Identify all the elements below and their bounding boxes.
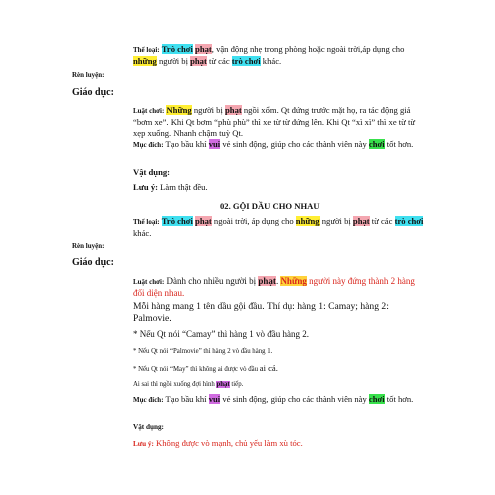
text-span: , vận động nhẹ trong phòng hoặc ngoài trời,áp dụng cho — [211, 44, 405, 54]
text-span: Tạo bầu khí — [163, 139, 209, 149]
penalty-paragraph — [133, 379, 428, 390]
highlight-nhung: những — [133, 56, 157, 66]
rule-palmovie: * Nếu Qt nói “Palmovie” thì hàng 2 vò đầu hàng 1. — [133, 348, 273, 355]
highlight-nhung: Những — [166, 105, 192, 115]
highlight-choi: chơi — [368, 139, 385, 149]
highlight-phat: phạt — [352, 216, 370, 226]
highlight-tro-choi: Trò chơi — [161, 216, 193, 226]
highlight-phat-purple: phạt — [216, 381, 230, 388]
ren-luyen-heading-1: Rèn luyện: — [72, 71, 105, 79]
vat-dung-heading-1: Vật dụng: — [133, 167, 171, 177]
ren-luyen-heading-2: Rèn luyện: — [72, 242, 105, 250]
section-title: 02. GỘI DẦU CHO NHAU — [220, 201, 320, 211]
text-span: tốt hơn. — [384, 394, 414, 404]
giao-duc-heading-1: Giáo dục: — [72, 87, 114, 98]
highlight-tro-choi: Trò chơi — [161, 44, 193, 54]
text-span: vẻ sinh động, giúp cho các thành viên này — [220, 394, 369, 404]
text-span: khác. — [133, 228, 152, 238]
highlight-nhung-red: Những — [280, 276, 307, 286]
rules-paragraph-1 — [133, 105, 428, 139]
vat-dung-heading-2: Vật dụng: — [133, 423, 164, 431]
highlight-phat: phạt — [195, 44, 212, 54]
rules-label: Luật chơi: — [133, 107, 165, 115]
note-paragraph-1 — [133, 182, 428, 193]
text-span: tốt hơn. — [384, 139, 414, 149]
highlight-tro-choi: trò chơi — [394, 216, 424, 226]
red-text-span: Không được vò mạnh, chủ yếu làm xù tóc. — [153, 438, 303, 448]
genre-label: Thể loại: — [133, 218, 160, 226]
highlight-phat: phạt — [195, 216, 212, 226]
rule-may — [133, 363, 428, 375]
highlight-tro-choi: trò chơi — [231, 56, 261, 66]
text-span: ai cả. — [259, 363, 278, 373]
highlight-vui: vui — [208, 139, 221, 149]
purpose-label: Mục đích: — [133, 396, 164, 404]
text-span: ngoài trời, áp dụng cho — [211, 216, 296, 226]
rule-camay: * Nếu Qt nói “Camay” thì hàng 1 vò đầu hàng 2. — [133, 329, 309, 339]
text-span: khác. — [260, 56, 282, 66]
text-span: vẻ sinh động, giúp cho các thành viên này — [220, 139, 369, 149]
text-span: Ai sai thì ngồi xuống đợi hình — [133, 381, 217, 388]
text-span: tiếp. — [229, 381, 244, 388]
note-paragraph-2 — [133, 438, 428, 450]
highlight-phat: phạt — [190, 56, 207, 66]
highlight-nhung: những — [295, 216, 320, 226]
text-span: * Nếu Qt nói “May” thì không ai được vò đầu — [133, 366, 260, 373]
text-span: Tạo bầu khí — [163, 394, 209, 404]
highlight-vui: vui — [208, 394, 221, 404]
highlight-phat: phạt — [225, 105, 242, 115]
note-label: Lưu ý: — [133, 182, 158, 192]
purpose-paragraph-2 — [133, 394, 428, 406]
giao-duc-heading-2: Giáo dục: — [72, 257, 114, 268]
purpose-label: Mục đích: — [133, 141, 164, 149]
note-label-red: Lưu ý: — [133, 440, 154, 448]
text-span: từ các — [369, 216, 395, 226]
text-span: Làm thật đều. — [157, 182, 208, 192]
text-span: ngồi xổm. Qt đứng trước mặt họ, ra tác động giả “bơm xe”. Khi Qt bơm “phù phù” thì xe từ từ đứng lên. Khi Qt “xì xì” thì xe từ từ xẹp xuống. Nhanh chậm tuỳ Qt. — [133, 105, 416, 138]
rules-paragraph-2 — [133, 276, 428, 299]
red-text-span: người này đứng thành 2 hàng đối diện nhau. — [133, 276, 415, 298]
genre-paragraph-2 — [133, 216, 428, 239]
rules-label: Luật chơi: — [133, 278, 165, 286]
instruction-paragraph: Mỗi hàng mang 1 tên dầu gội đầu. Thí dụ: hàng 1: Camay; hàng 2: Palmovie. — [133, 301, 389, 324]
text-span: người bị — [156, 56, 191, 66]
highlight-phat: phạt — [258, 276, 276, 286]
text-span: người bị — [191, 105, 226, 115]
text-span: . — [275, 276, 281, 286]
genre-label: Thể loại: — [133, 46, 160, 54]
text-span: người bị — [319, 216, 353, 226]
text-span: Dành cho nhiều người bị — [164, 276, 259, 286]
text-span: từ các — [206, 56, 232, 66]
highlight-choi: chơi — [368, 394, 385, 404]
purpose-paragraph-1 — [133, 139, 428, 151]
genre-paragraph-1 — [133, 44, 428, 67]
